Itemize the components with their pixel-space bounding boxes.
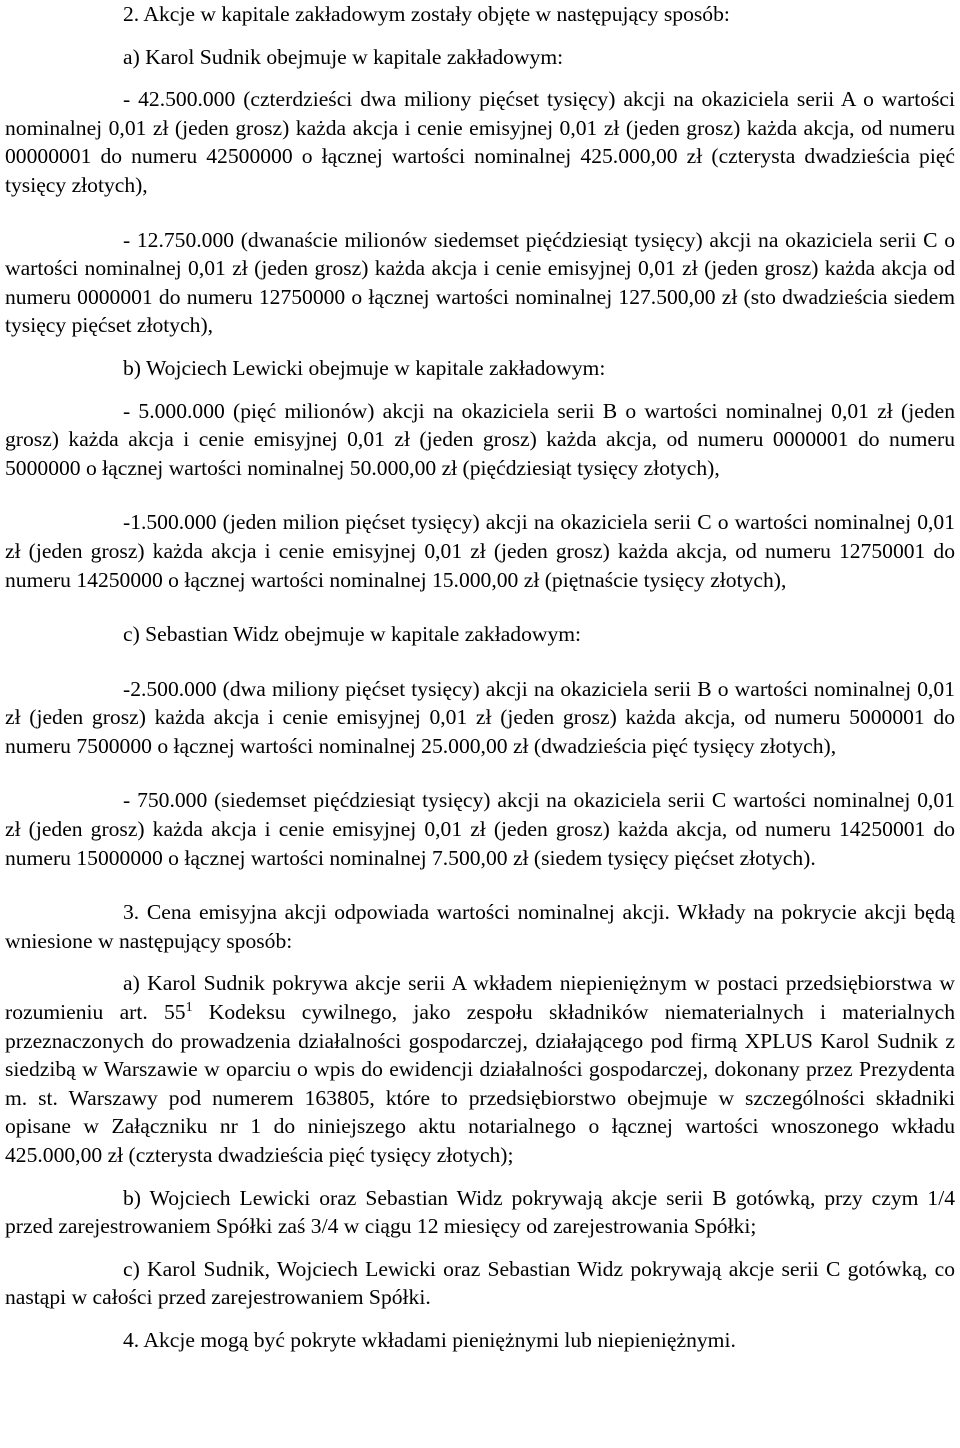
section-3-item-b: b) Wojciech Lewicki oraz Sebastian Widz pokrywają akcje serii B gotówką, przy czym 1/4 przed zarejestrowaniem Spółki zaś 3/4 w ciągu 12 miesięcy od zarejestrowania Spółki; bbox=[5, 1185, 955, 1239]
section-3-item-a-text-before: a) Karol Sudnik pokrywa akcje serii A wkładem niepieniężnym w postaci przedsiębiorstwa w rozumieniu art. 55 bbox=[5, 971, 955, 1025]
section-3-item-c: c) Karol Sudnik, Wojciech Lewicki oraz Sebastian Widz pokrywają akcje serii C gotówką, co nastąpi w całości przed zarejestrowaniem Spółki. bbox=[5, 1256, 955, 1310]
subsection-b-heading: b) Wojciech Lewicki obejmuje w kapitale zakładowym: bbox=[123, 355, 606, 380]
section-3-item-a bbox=[5, 969, 955, 1169]
subsection-b-item-1: - 5.000.000 (pięć milionów) akcji na okaziciela serii B o wartości nominalnej 0,01 zł (jeden grosz) każda akcja i cenie emisyjnej 0,01 zł (jeden grosz) każda akcja, od numeru 0000001 do numeru 5000000 o łącznej wartości nominalnej 50.000,00 zł (pięćdziesiąt tysięcy złotych), bbox=[5, 398, 955, 480]
subsection-a-heading: a) Karol Sudnik obejmuje w kapitale zakładowym: bbox=[123, 44, 564, 69]
section-2-heading: 2. Akcje w kapitale zakładowym zostały objęte w następujący sposób: bbox=[123, 2, 730, 26]
subsection-c-item-2: - 750.000 (siedemset pięćdziesiąt tysięcy) akcji na okaziciela serii C wartości nominalnej 0,01 zł (jeden grosz) każda akcja i cenie emisyjnej 0,01 zł (jeden grosz) każda akcja, od numeru 14250001 do numeru 15000000 o łącznej wartości nominalnej 7.500,00 zł (siedem tysięcy pięćset złotych). bbox=[5, 788, 955, 870]
document-page bbox=[5, 0, 955, 1355]
subsection-c-heading: c) Sebastian Widz obejmuje w kapitale zakładowym: bbox=[123, 622, 582, 647]
section-3-paragraph: 3. Cena emisyjna akcji odpowiada wartości nominalnej akcji. Wkłady na pokrycie akcji będą wniesione w następujący sposób: bbox=[5, 900, 955, 953]
section-4-paragraph: 4. Akcje mogą być pokryte wkładami pieniężnymi lub niepieniężnymi. bbox=[123, 1327, 736, 1352]
subsection-a-item-1: - 42.500.000 (czterdzieści dwa miliony pięćset tysięcy) akcji na okaziciela serii A o wartości nominalnej 0,01 zł (jeden grosz) każda akcja i cenie emisyjnej 0,01 zł (jeden grosz) każda akcja, od numeru 00000001 do numeru 42500000 o łącznej wartości nominalnej 425.000,00 zł (czterysta dwadzieścia pięć tysięcy złotych), bbox=[5, 87, 955, 197]
article-superscript: 1 bbox=[185, 999, 193, 1015]
section-3-item-a-text-after: Kodeksu cywilnego, jako zespołu składników niematerialnych i materialnych przeznaczonych do prowadzenia działalności gospodarczej, działającego pod firmą XPLUS Karol Sudnik z siedzibą w Warszawie w oparciu o wpis do ewidencji działalności gospodarczej, dokonany przez Prezydenta m. st. Warszawy pod numerem 163805, które to przedsiębiorstwo obejmuje w szczególności składniki opisane w Załączniku nr 1 do niniejszego aktu notarialnego o łącznej wartości wnoszonego wkładu 425.000,00 zł (czterysta dwadzieścia pięć tysięcy złotych); bbox=[5, 1000, 955, 1167]
subsection-a-item-2: - 12.750.000 (dwanaście milionów siedemset pięćdziesiąt tysięcy) akcji na okaziciela serii C o wartości nominalnej 0,01 zł (jeden grosz) każda akcja i cenie emisyjnej 0,01 zł (jeden grosz) każda akcja od numeru 0000001 do numeru 12750000 o łącznej wartości nominalnej 127.500,00 zł (sto dwadzieścia siedem tysięcy pięćset złotych), bbox=[5, 227, 955, 338]
subsection-b-item-2: -1.500.000 (jeden milion pięćset tysięcy) akcji na okaziciela serii C o wartości nominalnej 0,01 zł (jeden grosz) każda akcja i cenie emisyjnej 0,01 zł (jeden grosz) każda akcja, od numeru 12750001 do numeru 14250000 o łącznej wartości nominalnej 15.000,00 zł (piętnaście tysięcy złotych), bbox=[5, 510, 955, 592]
subsection-c-item-1: -2.500.000 (dwa miliony pięćset tysięcy) akcji na okaziciela serii B o wartości nominalnej 0,01 zł (jeden grosz) każda akcja i cenie emisyjnej 0,01 zł (jeden grosz) każda akcja, od numeru 5000001 do numeru 7500000 o łącznej wartości nominalnej 25.000,00 zł (dwadzieścia pięć tysięcy złotych), bbox=[5, 676, 955, 758]
